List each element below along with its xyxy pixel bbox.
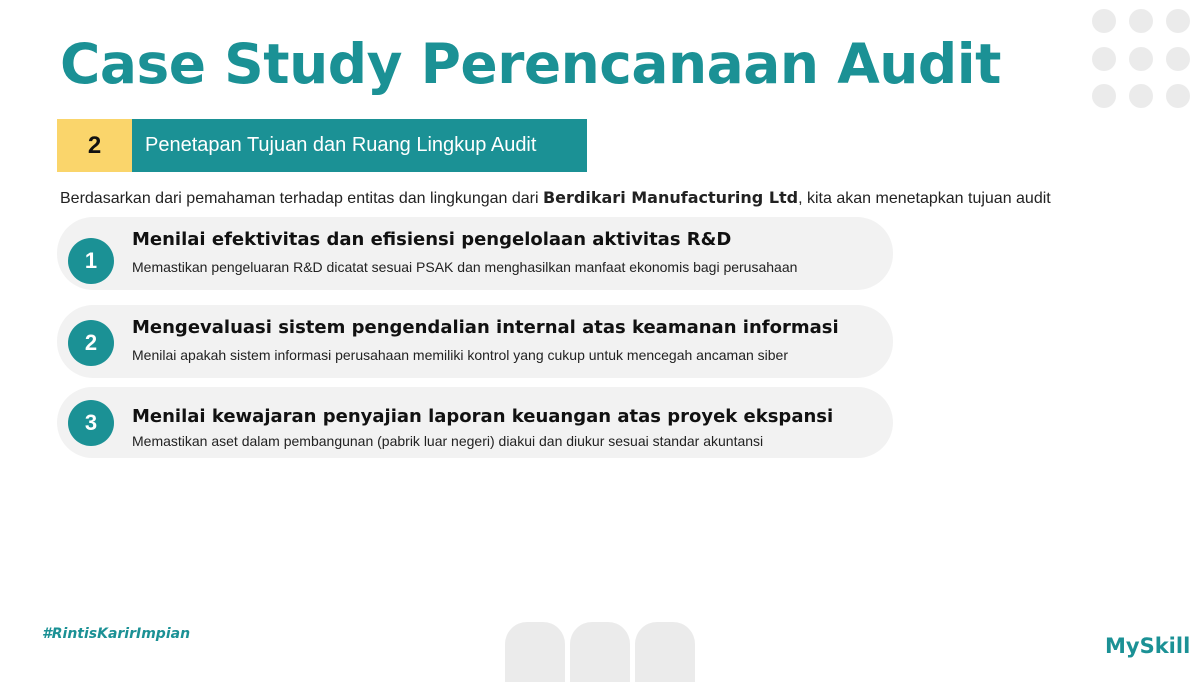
company-name: Berdikari Manufacturing Ltd xyxy=(542,188,799,207)
decorative-dot xyxy=(1092,84,1116,108)
objective-description: Memastikan pengeluaran R&D dicatat sesuai PSAK dan menghasilkan manfaat ekonomis bagi perusahaan xyxy=(132,259,798,275)
intro-text-before: Berdasarkan dari pemahaman terhadap entitas dan lingkungan dari xyxy=(60,190,543,207)
section-number: 2 xyxy=(57,119,132,172)
objective-card-1 xyxy=(57,217,893,290)
decorative-dot xyxy=(1166,47,1190,71)
hashtag-text: #RintisKarirImpian xyxy=(42,626,191,642)
decorative-dot xyxy=(1166,84,1190,108)
page-title: Case Study Perencanaan Audit xyxy=(60,32,1001,96)
objective-card-2 xyxy=(57,305,893,378)
decorative-dot xyxy=(1092,9,1116,33)
section-header xyxy=(57,119,587,172)
objective-title: Mengevaluasi sistem pengendalian internal atas keamanan informasi xyxy=(132,317,839,338)
decorative-dot xyxy=(1129,84,1153,108)
myskill-logo: MySkill xyxy=(1105,634,1191,658)
objective-description: Menilai apakah sistem informasi perusahaan memiliki kontrol yang cukup untuk mencegah ancaman siber xyxy=(132,347,789,363)
objective-number-badge: 2 xyxy=(68,320,114,366)
intro-text-after: , kita akan menetapkan tujuan audit xyxy=(798,190,1051,207)
objective-number-badge: 3 xyxy=(68,400,114,446)
decorative-tab xyxy=(505,622,565,682)
decorative-tab xyxy=(635,622,695,682)
decorative-dot xyxy=(1129,9,1153,33)
objective-description: Memastikan aset dalam pembangunan (pabrik luar negeri) diakui dan diukur sesuai standar akuntansi xyxy=(132,433,764,449)
decorative-dot xyxy=(1166,9,1190,33)
section-label: Penetapan Tujuan dan Ruang Lingkup Audit xyxy=(132,119,587,172)
decorative-dot xyxy=(1092,47,1116,71)
decorative-dot xyxy=(1129,47,1153,71)
objective-title: Menilai efektivitas dan efisiensi pengelolaan aktivitas R&D xyxy=(132,229,732,250)
decorative-tab xyxy=(570,622,630,682)
objective-number-badge: 1 xyxy=(68,238,114,284)
intro-text xyxy=(60,188,1160,208)
objective-title: Menilai kewajaran penyajian laporan keuangan atas proyek ekspansi xyxy=(132,406,834,427)
objective-card-3 xyxy=(57,387,893,458)
